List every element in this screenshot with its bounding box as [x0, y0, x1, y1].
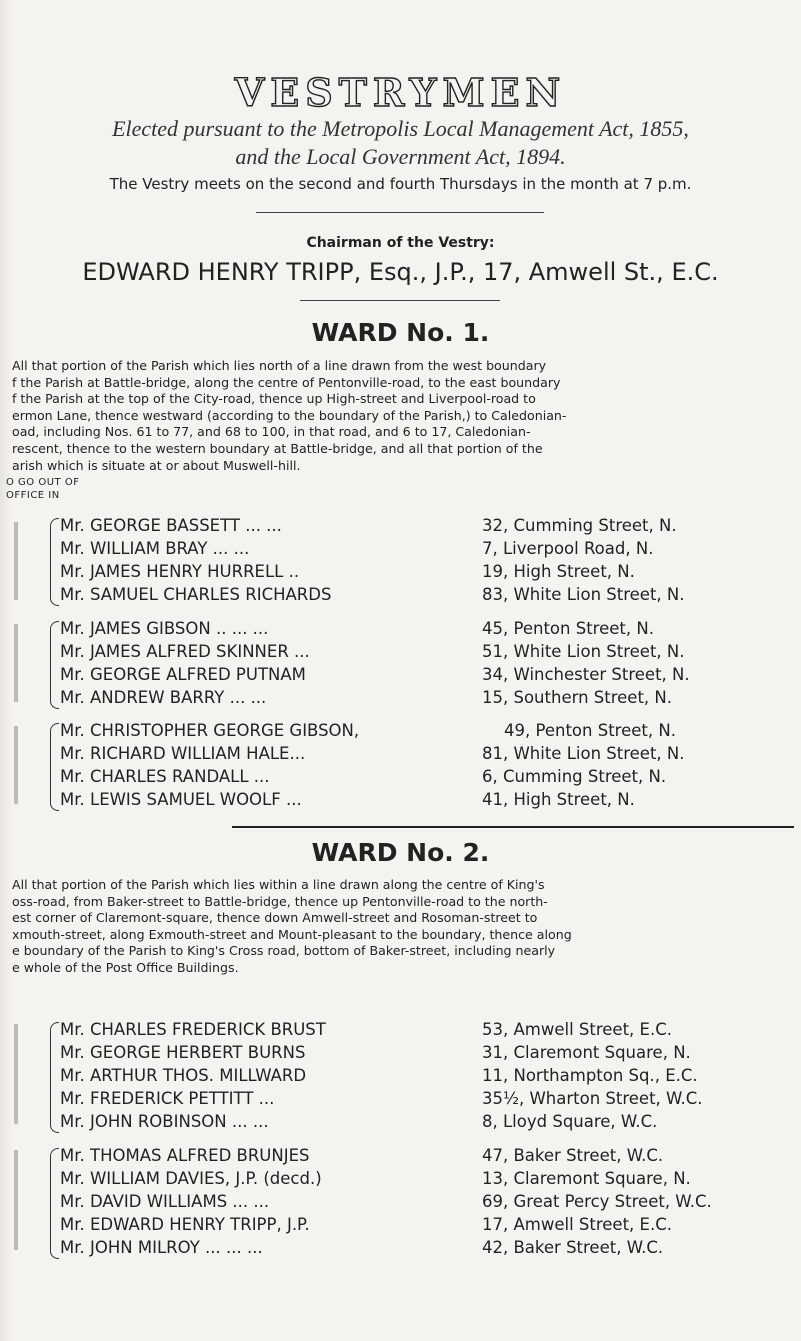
- ward-1-group-1: [50, 516, 795, 608]
- vestryman-row: [50, 1043, 795, 1066]
- vestryman-row: [50, 1215, 795, 1238]
- vestryman-name: Mr. SAMUEL CHARLES RICHARDS: [60, 585, 332, 604]
- divider: [256, 212, 544, 213]
- vestryman-name: Mr. GEORGE HERBERT BURNS: [60, 1043, 306, 1062]
- vestryman-address: 13, Claremont Square, N.: [482, 1169, 691, 1188]
- description-line: oss-road, from Baker-street to Battle-bridge, thence up Pentonville-road to the north-: [12, 893, 548, 909]
- vestryman-name: Mr. JAMES GIBSON .. ... ...: [60, 619, 269, 638]
- description-line: xmouth-street, along Exmouth-street and Mount-pleasant to the boundary, thence along: [12, 926, 572, 942]
- vestryman-name: Mr. LEWIS SAMUEL WOOLF ...: [60, 790, 302, 809]
- ward-2-description: [12, 877, 798, 977]
- vestryman-address: 41, High Street, N.: [482, 790, 635, 809]
- vestryman-address: 34, Winchester Street, N.: [482, 665, 690, 684]
- vestryman-address: 8, Lloyd Square, W.C.: [482, 1112, 658, 1131]
- margin-mark: [14, 624, 18, 702]
- divider: [300, 300, 500, 301]
- vestryman-name: Mr. CHARLES FREDERICK BRUST: [60, 1020, 326, 1039]
- ward-2-title: WARD No. 2.: [311, 838, 490, 867]
- vestryman-address: 35½, Wharton Street, W.C.: [482, 1089, 703, 1108]
- vestryman-address: 6, Cumming Street, N.: [482, 767, 667, 786]
- description-line: oad, including Nos. 61 to 77, and 68 to 100, in that road, and 6 to 17, Caledonian-: [12, 424, 531, 440]
- vestryman-row: [50, 688, 795, 711]
- description-line: est corner of Claremont-square, thence down Amwell-street and Rosoman-street to: [12, 910, 538, 926]
- subtitle-line-1: Elected pursuant to the Metropolis Local Management Act, 1855,: [112, 116, 689, 141]
- ward-1-title: WARD No. 1.: [311, 318, 490, 347]
- vestryman-row: [50, 539, 795, 562]
- vestryman-address: 47, Baker Street, W.C.: [482, 1146, 664, 1165]
- vestryman-name: Mr. WILLIAM DAVIES, J.P. (decd.): [60, 1169, 322, 1188]
- vestryman-name: Mr. RICHARD WILLIAM HALE...: [60, 744, 306, 763]
- vestryman-name: Mr. THOMAS ALFRED BRUNJES: [60, 1146, 310, 1165]
- vestryman-row: [50, 665, 795, 688]
- vestryman-address: 32, Cumming Street, N.: [482, 516, 677, 535]
- vestryman-row: [50, 1089, 795, 1112]
- description-line: f the Parish at Battle-bridge, along the centre of Pentonville-road, to the east boundary: [12, 374, 561, 390]
- vestryman-row: [50, 516, 795, 539]
- ward-1-description: [12, 358, 798, 474]
- vestryman-address: 45, Penton Street, N.: [482, 619, 654, 638]
- vestryman-row: [50, 721, 795, 744]
- ward-divider: [232, 826, 794, 828]
- vestryman-row: [50, 585, 795, 608]
- vestryman-address: 15, Southern Street, N.: [482, 688, 672, 707]
- vestryman-name: Mr. GEORGE ALFRED PUTNAM: [60, 665, 306, 684]
- vestryman-address: 31, Claremont Square, N.: [482, 1043, 691, 1062]
- page-edge-shadow: [0, 0, 12, 1341]
- vestryman-row: [50, 1169, 795, 1192]
- vestryman-row: [50, 1238, 795, 1261]
- vestryman-address: 42, Baker Street, W.C.: [482, 1238, 664, 1257]
- vestryman-row: [50, 1112, 795, 1135]
- vestryman-row: [50, 1066, 795, 1089]
- vestryman-address: 81, White Lion Street, N.: [482, 744, 685, 763]
- go-out-label-1: O GO OUT OF: [6, 477, 80, 488]
- vestryman-name: Mr. JAMES HENRY HURRELL ..: [60, 562, 300, 581]
- ward-1-group-3: [50, 721, 795, 813]
- meeting-note: The Vestry meets on the second and fourth Thursdays in the month at 7 p.m.: [109, 175, 692, 193]
- margin-mark: [14, 522, 18, 600]
- vestryman-address: 51, White Lion Street, N.: [482, 642, 685, 661]
- vestryman-row: [50, 642, 795, 665]
- description-line: All that portion of the Parish which lies north of a line drawn from the west boundary: [12, 358, 547, 373]
- vestryman-row: [50, 619, 795, 642]
- vestryman-address: 19, High Street, N.: [482, 562, 635, 581]
- vestryman-name: Mr. DAVID WILLIAMS ... ...: [60, 1192, 270, 1211]
- vestryman-name: Mr. JOHN MILROY ... ... ...: [60, 1238, 263, 1257]
- description-line: rescent, thence to the western boundary at Battle-bridge, and all that portion of the: [12, 440, 543, 456]
- margin-mark: [14, 1024, 18, 1124]
- ward-1-group-2: [50, 619, 795, 711]
- go-out-label-2: OFFICE IN: [6, 490, 60, 501]
- ward-2-group-1: [50, 1020, 795, 1135]
- vestryman-name: Mr. GEORGE BASSETT ... ...: [60, 516, 282, 535]
- vestryman-row: [50, 1192, 795, 1215]
- chairman-name: EDWARD HENRY TRIPP, Esq., J.P., 17, Amwell St., E.C.: [82, 258, 719, 286]
- vestryman-row: [50, 562, 795, 585]
- vestryman-address: 7, Liverpool Road, N.: [482, 539, 654, 558]
- vestryman-row: [50, 744, 795, 767]
- vestryman-name: Mr. JAMES ALFRED SKINNER ...: [60, 642, 310, 661]
- margin-mark: [14, 726, 18, 804]
- subtitle-line-2: and the Local Government Act, 1894.: [235, 144, 566, 169]
- vestryman-row: [50, 767, 795, 790]
- page-title: VESTRYMEN: [234, 70, 567, 115]
- vestryman-row: [50, 1146, 795, 1169]
- description-line: ermon Lane, thence westward (according to the boundary of the Parish,) to Caledonian-: [12, 407, 567, 423]
- vestryman-row: [50, 790, 795, 813]
- margin-mark: [14, 1150, 18, 1250]
- vestryman-address: 69, Great Percy Street, W.C.: [482, 1192, 712, 1211]
- description-line: e whole of the Post Office Buildings.: [12, 959, 239, 975]
- vestryman-name: Mr. JOHN ROBINSON ... ...: [60, 1112, 269, 1131]
- vestryman-address: 49, Penton Street, N.: [504, 721, 676, 740]
- vestryman-name: Mr. ANDREW BARRY ... ...: [60, 688, 267, 707]
- chairman-label: Chairman of the Vestry:: [306, 235, 495, 251]
- vestryman-name: Mr. EDWARD HENRY TRIPP, J.P.: [60, 1215, 310, 1234]
- vestryman-address: 53, Amwell Street, E.C.: [482, 1020, 672, 1039]
- vestryman-name: Mr. ARTHUR THOS. MILLWARD: [60, 1066, 307, 1085]
- description-line: f the Parish at the top of the City-road, thence up High-street and Liverpool-road to: [12, 391, 536, 407]
- vestryman-address: 83, White Lion Street, N.: [482, 585, 685, 604]
- description-line: e boundary of the Parish to King's Cross road, bottom of Baker-street, including nearly: [12, 943, 556, 959]
- vestryman-address: 11, Northampton Sq., E.C.: [482, 1066, 698, 1085]
- vestryman-name: Mr. FREDERICK PETTITT ...: [60, 1089, 275, 1108]
- vestryman-address: 17, Amwell Street, E.C.: [482, 1215, 672, 1234]
- vestryman-name: Mr. WILLIAM BRAY ... ...: [60, 539, 250, 558]
- ward-2-group-2: [50, 1146, 795, 1261]
- vestryman-name: Mr. CHRISTOPHER GEORGE GIBSON,: [60, 721, 360, 740]
- vestryman-name: Mr. CHARLES RANDALL ...: [60, 767, 270, 786]
- vestryman-row: [50, 1020, 795, 1043]
- description-line: arish which is situate at or about Muswell-hill.: [12, 457, 301, 473]
- description-line: All that portion of the Parish which lies within a line drawn along the centre of King's: [12, 877, 545, 892]
